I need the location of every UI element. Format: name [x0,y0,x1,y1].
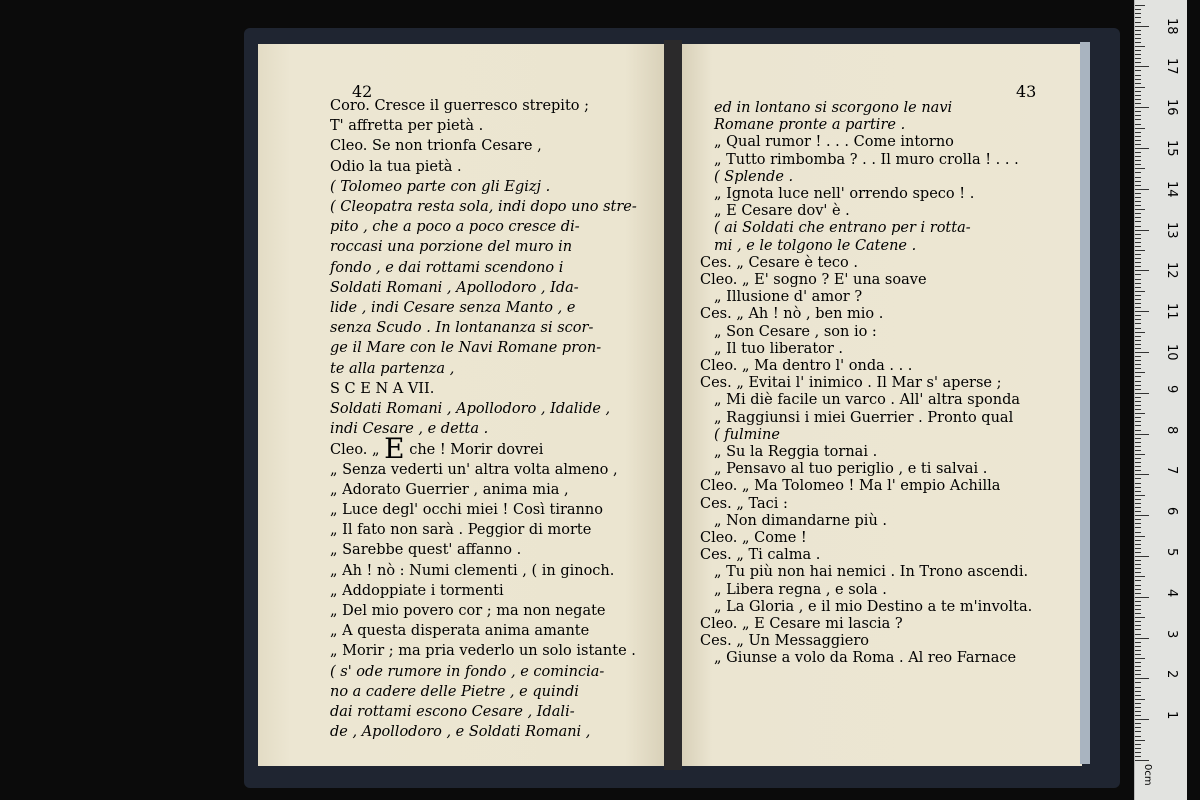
ruler-tick [1135,617,1145,618]
ruler-tick [1135,54,1141,55]
text-line: ( ai Soldati che entrano per i rotta- [714,220,971,237]
text-line: „ Luce degl' occhi miei ! Così tiranno [330,502,603,518]
ruler-tick [1135,323,1141,324]
ruler-tick [1135,17,1141,18]
text-line: „ Il fato non sarà . Peggior di morte [330,522,592,539]
ruler-tick [1135,580,1141,581]
ruler-tick [1135,266,1141,267]
ruler-tick [1135,38,1141,39]
ruler-tick [1135,568,1141,569]
text-line: Cleo. „ E' sogno ? E' una soave [700,272,927,288]
ruler-tick [1135,136,1141,137]
ruler-tick [1135,642,1141,643]
ruler-tick [1135,397,1141,398]
ruler-label: 7 [1164,466,1179,475]
ruler-tick [1135,124,1141,125]
text-line: te alla partenza , [330,360,455,377]
ruler-tick [1135,30,1141,31]
ruler-tick [1135,707,1141,708]
text-line: ( s' ode rumore in fondo , e comincia- [330,663,605,680]
ruler-tick [1135,442,1141,443]
ruler-tick [1135,474,1149,475]
ruler-tick [1135,499,1141,500]
ruler-tick [1135,413,1145,414]
ruler-tick [1135,691,1141,692]
text-line: Ces. „ Ti calma . [700,547,821,564]
ruler-tick [1135,189,1149,190]
ruler-tick [1135,140,1141,141]
ruler-tick [1135,715,1141,716]
ruler-tick [1135,372,1145,373]
ruler-tick [1135,389,1141,390]
ruler-tick [1135,438,1141,439]
ruler-tick [1135,609,1141,610]
ruler-tick [1135,344,1141,345]
ruler-tick [1135,70,1141,71]
ruler-tick [1135,356,1141,357]
ruler-tick [1135,197,1141,198]
ruler-tick [1135,103,1141,104]
page-edge [1080,42,1090,764]
ruler-tick [1135,682,1141,683]
ruler-tick [1135,495,1145,496]
text-line: Cleo. „ Ma Tolomeo ! Ma l' empio Achilla [700,478,1001,495]
ruler-tick [1135,507,1141,508]
ruler-tick [1135,548,1141,549]
ruler-tick [1135,311,1149,312]
text-line: fondo , e dai rottami scendono i [330,259,564,276]
ruler-tick [1135,303,1141,304]
drop-cap-letter: E [384,432,405,466]
ruler-tick [1135,466,1141,467]
ruler-tick [1135,381,1141,382]
ruler-tick [1135,687,1141,688]
ruler-tick [1135,242,1141,243]
text-line: „ Tutto rimbomba ? . . Il muro crolla ! . . . [714,151,1019,168]
ruler-tick [1135,650,1141,651]
ruler-tick [1135,478,1141,479]
ruler-tick [1135,34,1141,35]
ruler-tick [1135,434,1149,435]
ruler-tick [1135,291,1145,292]
text-line: dai rottami escono Cesare , Idali- [330,704,575,720]
ruler-tick [1135,585,1141,586]
text-line: „ Mi diè facile un varco . All' altra sponda [714,392,1021,409]
text-line: „ Senza vederti un' altra volta almeno , [330,461,618,478]
text-line: „ Ignota luce nell' orrendo speco ! . [714,186,975,202]
text-line: „ Son Cesare , son io : [714,323,877,340]
ruler-tick [1135,491,1141,492]
ruler-tick [1135,307,1141,308]
text-line: Cleo. „ Ma dentro l' onda . . . [700,358,913,374]
ruler-tick [1135,368,1141,369]
ruler-tick [1135,328,1141,329]
ruler-tick [1135,678,1149,679]
ruler-tick [1135,217,1141,218]
ruler-label: 0cm [1142,764,1153,786]
ruler-tick [1135,234,1141,235]
text-line: „ Su la Reggia tornai . [714,444,878,460]
ruler-tick [1135,589,1141,590]
ruler-label: 18 [1164,17,1179,35]
ruler-tick [1135,209,1145,210]
text-line: Ces. „ Evitai l' inimico . Il Mar s' aperse ; [700,375,1002,392]
ruler-tick [1135,332,1145,333]
ruler-tick [1135,193,1141,194]
text-line: de , Apollodoro , e Soldati Romani , [330,724,591,741]
ruler-tick [1135,295,1141,296]
ruler-tick [1135,760,1149,761]
ruler-tick [1135,605,1141,606]
ruler-tick [1135,748,1141,749]
ruler-tick [1135,458,1141,459]
ruler-tick [1135,744,1141,745]
ruler-tick [1135,315,1141,316]
text-line: „ Libera regna , e sola . [714,581,887,598]
ruler-tick [1135,26,1149,27]
ruler-tick [1135,13,1141,14]
ruler-tick [1135,254,1141,255]
ruler-label: 9 [1164,384,1179,394]
ruler-tick [1135,128,1145,129]
ruler-label: 2 [1164,670,1179,679]
ruler-tick [1135,91,1141,92]
ruler-tick [1135,156,1141,157]
right-page-number: 43 [1016,82,1037,101]
ruler-tick [1135,262,1141,263]
ruler-tick [1135,752,1141,753]
ruler-tick [1135,164,1141,165]
text-line: „ E Cesare dov' è . [714,203,850,220]
ruler-tick [1135,287,1141,288]
ruler-tick [1135,79,1141,80]
text-line: „ Non dimandarne più . [714,512,888,529]
ruler-tick [1135,50,1141,51]
ruler-tick [1135,99,1141,100]
text-line: „ Giunse a volo da Roma . Al reo Farnace [714,650,1017,667]
text-line: ( Tolomeo parte con gli Egizj . [330,178,551,195]
ruler-tick [1135,654,1141,655]
ruler-tick [1135,564,1141,565]
text-line: ge il Mare con le Navi Romane pron- [330,340,602,357]
text-line: Cleo. Se non trionfa Cesare , [330,138,542,155]
ruler-tick [1135,601,1141,602]
text-line: Cleo. „ Come ! [700,530,807,546]
ruler-tick [1135,22,1141,23]
ruler-label: 17 [1164,58,1179,75]
ruler-tick [1135,230,1149,231]
text-line: „ Adorato Guerrier , anima mia , [330,481,569,498]
ruler-tick [1135,572,1141,573]
ruler-tick [1135,148,1149,149]
ruler-tick [1135,523,1141,524]
ruler-tick [1135,417,1141,418]
ruler-tick [1135,274,1141,275]
ruler-tick [1135,66,1149,67]
text-line: „ Illusione d' amor ? [714,289,863,306]
ruler-tick [1135,621,1141,622]
text-line: roccasi una porzione del muro in [330,239,573,256]
ruler-tick [1135,625,1141,626]
ruler-tick [1135,364,1141,365]
ruler-tick [1135,462,1141,463]
ruler-tick [1135,132,1141,133]
ruler-tick [1135,87,1145,88]
ruler-tick [1135,42,1141,43]
ruler-tick [1135,634,1141,635]
ruler-label: 8 [1164,425,1179,434]
text-line: Soldati Romani , Apollodoro , Ida- [330,279,579,296]
ruler-tick [1135,646,1141,647]
ruler-tick [1135,658,1145,659]
ruler-label: 11 [1164,303,1179,320]
text-line: Cleo. „ E Cesare mi lascia ? [700,616,903,632]
text-line: S C E N A VII. [330,380,435,397]
text-line: „ La Gloria , e il mio Destino a te m'involta. [714,598,1033,615]
text-line: Odio la tua pietà . [330,158,462,175]
text-line: „ Qual rumor ! . . . Come intorno [714,134,954,151]
ruler-tick [1135,83,1141,84]
ruler-tick [1135,638,1149,639]
ruler-tick [1135,336,1141,337]
ruler-tick [1135,152,1141,153]
ruler-tick [1135,177,1141,178]
ruler-label: 10 [1164,344,1179,361]
ruler-tick [1135,527,1141,528]
text-line: „ Il tuo liberator . [714,340,844,357]
ruler-tick [1135,9,1141,10]
left-page-number: 42 [352,82,373,101]
text-line: „ Morir ; ma pria vederlo un solo istante . [330,643,636,660]
ruler-tick [1135,421,1141,422]
ruler-tick [1135,666,1141,667]
ruler-tick [1135,532,1141,533]
ruler-tick [1135,172,1141,173]
text-line: Ces. „ Taci : [700,495,788,512]
ruler-tick [1135,185,1141,186]
ruler-tick [1135,430,1141,431]
ruler-tick [1135,201,1141,202]
text-line: Ces. „ Un Messaggiero [700,633,870,650]
ruler-tick [1135,670,1141,671]
ruler-tick [1135,348,1141,349]
ruler-tick [1135,205,1141,206]
ruler-tick [1135,470,1141,471]
text-line: Romane pronte a partire . [714,117,906,134]
ruler-tick [1135,393,1149,394]
ruler-tick [1135,360,1141,361]
ruler-label: 15 [1164,140,1179,157]
text-line: „ Del mio povero cor ; ma non negate [330,603,606,619]
ruler-tick [1135,283,1141,284]
ruler-tick [1135,597,1149,598]
ruler-tick [1135,695,1141,696]
ruler-tick [1135,119,1141,120]
text-line: Coro. Cresce il guerresco strepito ; [330,98,589,114]
ruler-tick [1135,487,1141,488]
ruler-tick [1135,450,1141,451]
ruler-label: 14 [1164,180,1179,198]
ruler-tick [1135,662,1141,663]
ruler-tick [1135,5,1145,6]
ruler-tick [1135,385,1141,386]
ruler-tick [1135,246,1141,247]
ruler-tick [1135,511,1141,512]
ruler-tick [1135,299,1141,300]
ruler-label: 16 [1164,99,1179,116]
ruler-tick [1135,731,1141,732]
text-line: „ Sarebbe quest' affanno . [330,542,522,559]
ruler-tick [1135,711,1141,712]
ruler-tick [1135,756,1141,757]
text-line: ( Splende . [714,168,794,185]
ruler-tick [1135,340,1141,341]
book-gutter [664,40,682,770]
ruler-tick [1135,556,1149,557]
text-line: ( fulmine [714,426,780,443]
ruler-tick [1135,613,1141,614]
ruler-tick [1135,560,1141,561]
ruler-tick [1135,593,1141,594]
text-line: indi Cesare , e detta . [330,421,489,438]
ruler-tick [1135,376,1141,377]
text-line: lide , indi Cesare senza Manto , e [330,300,576,316]
ruler-tick [1135,544,1141,545]
ruler-tick [1135,409,1141,410]
text-line: ( Cleopatra resta sola, indi dopo uno stre- [330,199,637,215]
ruler-tick [1135,319,1141,320]
ruler-tick [1135,279,1141,280]
ruler-tick [1135,62,1141,63]
text-line: Ces. „ Cesare è teco . [700,254,859,271]
ruler-tick [1135,221,1141,222]
ruler-tick [1135,483,1141,484]
ruler-label: 1 [1164,711,1179,720]
ruler-tick [1135,629,1141,630]
ruler-label: 3 [1164,629,1179,638]
ruler-label: 5 [1164,548,1179,557]
text-line: „ Ah ! nò : Numi clementi , ( in ginoch. [330,562,615,579]
text-line: „ Raggiunsi i miei Guerrier . Pronto qual [714,409,1014,426]
ruler-tick [1135,723,1141,724]
ruler-tick [1135,107,1149,108]
ruler-tick [1135,425,1141,426]
ruler-tick [1135,226,1141,227]
ruler-tick [1135,674,1141,675]
text-line: ed in lontano si scorgono le navi [714,100,953,116]
ruler-label: 6 [1164,507,1179,516]
ruler-tick [1135,58,1141,59]
ruler-tick [1135,536,1145,537]
ruler-tick [1135,213,1141,214]
ruler-tick [1135,703,1141,704]
ruler-tick [1135,352,1149,353]
text-line: Cleo. „ E che ! Morir dovrei [330,432,544,466]
ruler-tick [1135,740,1145,741]
ruler-tick [1135,519,1141,520]
text-line: „ Tu più non hai nemici . In Trono ascendi. [714,564,1029,581]
ruler-tick [1135,576,1145,577]
ruler-tick [1135,181,1141,182]
text-line: Ces. „ Ah ! nò , ben mio . [700,306,884,323]
ruler-tick [1135,515,1149,516]
text-line: „ Addoppiate i tormenti [330,582,504,599]
ruler-tick [1135,503,1141,504]
ruler-tick [1135,258,1141,259]
text-line: senza Scudo . In lontananza si scor- [330,320,594,337]
ruler-label: 12 [1164,262,1179,279]
ruler-tick [1135,111,1141,112]
ruler-tick [1135,736,1141,737]
ruler-tick [1135,75,1141,76]
text-line: T' affretta per pietà . [330,118,484,135]
measurement-ruler [1134,0,1187,800]
text-line: mi , e le tolgono le Catene . [714,237,917,254]
ruler-tick [1135,250,1145,251]
text-line: „ A questa disperata anima amante [330,623,590,640]
ruler-tick [1135,238,1141,239]
text-line: „ Pensavo al tuo periglio , e ti salvai . [714,461,988,478]
ruler-tick [1135,699,1145,700]
ruler-label: 13 [1164,221,1179,239]
text-line: pito , che a poco a poco cresce di- [330,219,580,236]
ruler-tick [1135,405,1141,406]
ruler-tick [1135,144,1141,145]
ruler-tick [1135,46,1145,47]
ruler-tick [1135,540,1141,541]
text-line: no a cadere delle Pietre , e quindi [330,683,579,700]
ruler-label: 4 [1164,588,1179,598]
ruler-tick [1135,552,1141,553]
ruler-tick [1135,454,1145,455]
ruler-tick [1135,168,1145,169]
ruler-tick [1135,446,1141,447]
ruler-tick [1135,270,1149,271]
ruler-tick [1135,719,1149,720]
ruler-tick [1135,727,1141,728]
ruler-tick [1135,115,1141,116]
ruler-tick [1135,95,1141,96]
ruler-tick [1135,401,1141,402]
text-line: Soldati Romani , Apollodoro , Idalide , [330,401,611,417]
ruler-tick [1135,160,1141,161]
